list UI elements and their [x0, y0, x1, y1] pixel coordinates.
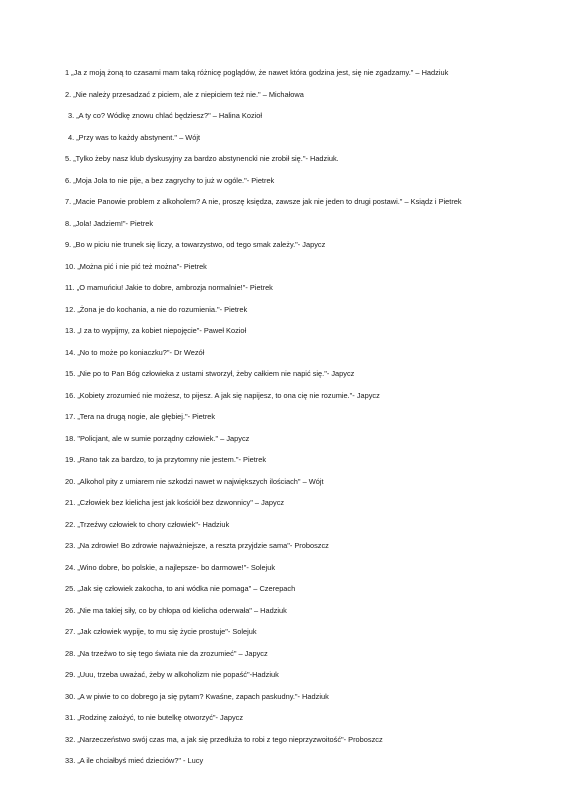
list-item: 27. „Jak człowiek wypije, to mu się życie prostuje"- Solejuk [65, 627, 257, 636]
list-item: 8. „Jola! Jadziem!"- Pietrek [65, 218, 154, 228]
list-item: 20. „Alkohol pity z umiarem nie szkodzi nawet w największych ilościach" – Wójt [65, 476, 324, 486]
list-item: 29. „Uuu, trzeba uważać, żeby w alkoholizm nie popaść"-Hadziuk [65, 670, 279, 679]
list-item: 32. „Narzeczeństwo swój czas ma, a jak się przedłuża to robi z tego nieprzyzwoitość"- Proboszcz [65, 734, 383, 744]
list-item: 21. „Człowiek bez kielicha jest jak kościół bez dzwonnicy" – Japycz [65, 498, 285, 507]
list-item: 30. „A w piwie to co dobrego ja się pytam? Kwaśne, zapach paskudny."- Hadziuk [65, 691, 329, 701]
list-item: 15. „Nie po to Pan Bóg człowieka z ustami stworzył, żeby całkiem nie napić się."- Japycz [65, 369, 355, 378]
list-item: 17. „Tera na drugą nogie, ale głębiej."- Pietrek [65, 412, 216, 421]
list-item: 18. "Policjant, ale w sumie porządny człowiek." – Japycz [65, 433, 250, 443]
list-item: 28. „Na trzeźwo to się tego świata nie da zrozumieć" – Japycz [65, 648, 268, 658]
list-item: 3. „A ty co? Wódkę znowu chlać będziesz?" – Halina Kozioł [68, 111, 263, 120]
list-item: 10. „Można pić i nie pić też można"- Pietrek [65, 261, 207, 271]
list-item: 22. „Trzeźwy człowiek to chory człowiek"- Hadziuk [65, 519, 230, 529]
list-item: 7. „Macie Panowie problem z alkoholem? A nie, proszę księdza, zawsze jak nie jeden to drugi postawi." – Ksiądz i Pietrek [65, 197, 462, 206]
list-item: 19. „Rano tak za bardzo, to ja przytomny nie jestem."- Pietrek [65, 455, 267, 464]
list-item: 33. „A ile chciałbyś mieć dzieciów?" - Lucy [65, 756, 204, 765]
list-item: 13. „I za to wypijmy, za kobiet niepojęcie"- Paweł Kozioł [65, 326, 247, 335]
list-item: 9. „Bo w piciu nie trunek się liczy, a towarzystwo, od tego smak zależy."- Japycz [65, 240, 326, 249]
list-item: 25. „Jak się człowiek zakocha, to ani wódka nie pomaga" – Czerepach [65, 584, 296, 593]
list-item: 26. „Nie ma takiej siły, co by chłopa od kielicha oderwała" – Hadziuk [65, 605, 287, 615]
list-item: 2. „Nie należy przesadzać z piciem, ale z niepiciem też nie." – Michałowa [65, 89, 304, 99]
list-item: 1 „Ja z moją żoną to czasami mam taką różnicę poglądów, że nawet która godzina jest, się nie zgadzamy." – Hadziuk [65, 68, 449, 77]
list-item: 23. „Na zdrowie! Bo zdrowie najważniejsze, a reszta przyjdzie sama"- Proboszcz [65, 541, 329, 550]
quote-list [65, 68, 499, 778]
list-item: 31. „Rodzinę założyć, to nie butelkę otworzyć"- Japycz [65, 713, 244, 722]
list-item: 16. „Kobiety zrozumieć nie możesz, to pijesz. A jak się napijesz, to ona cię nie rozumie."- Japycz [65, 390, 380, 400]
list-item: 14. „No to może po koniaczku?"- Dr Wezół [65, 347, 205, 357]
list-item: 24. „Wino dobre, bo polskie, a najlepsze- bo darmowe!"- Solejuk [65, 562, 276, 572]
list-item: 6. „Moja Jola to nie pije, a bez zagrychy to już w ogóle."- Pietrek [65, 175, 275, 185]
list-item: 11. „O mamuńciu! Jakie to dobre, ambrozja normalnie!"- Pietrek [65, 283, 273, 292]
list-item: 4. „Przy was to każdy abstynent." – Wójt [68, 132, 201, 142]
list-item: 5. „Tylko żeby nasz klub dyskusyjny za bardzo abstynencki nie zrobił się."- Hadziuk. [65, 154, 339, 163]
list-item: 12. „Żona je do kochania, a nie do rozumienia."- Pietrek [65, 304, 248, 314]
